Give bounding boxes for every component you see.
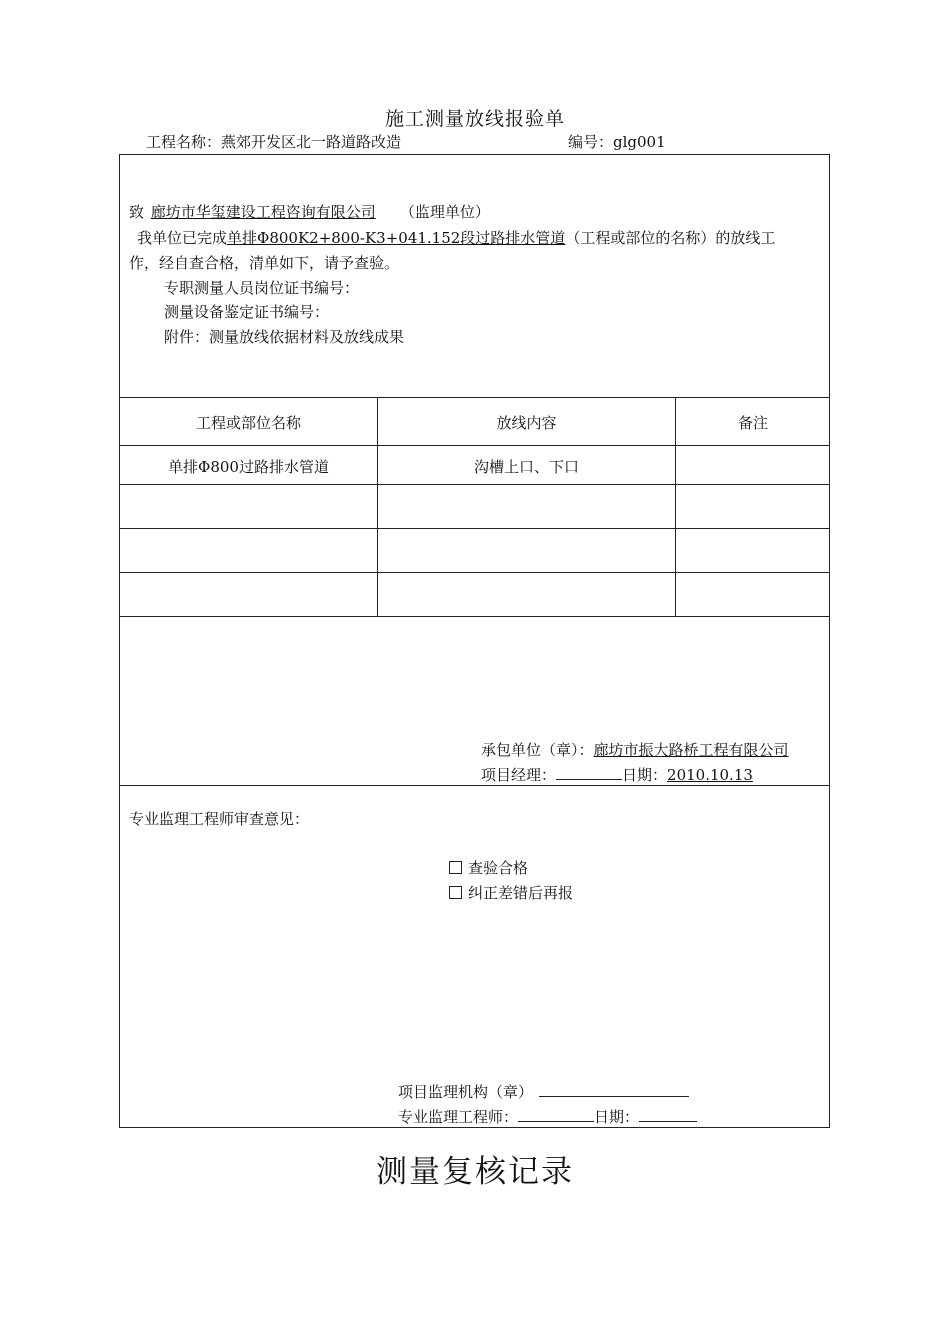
option-pass-label: 查验合格 [468,859,529,877]
engineer-date-line [398,1106,697,1127]
option-fix-label: 纠正差错后再报 [468,884,574,902]
divider [119,785,830,786]
supervision-org-line [398,1081,689,1102]
project-label: 工程名称： [146,133,222,151]
project-name: 燕郊开发区北一路道路改造 [221,133,402,151]
supervision-company: 廊坊市华玺建设工程咨询有限公司 [150,203,376,221]
date-label: 日期： [622,766,668,784]
work-description: 单排Φ800K2+800-K3+041.152段过路排水管道 [227,229,566,247]
divider [119,397,830,398]
contractor-unit-name: 廊坊市振大路桥工程有限公司 [593,741,789,759]
form-number-line [568,131,666,152]
column-header-part: 工程或部位名称 [195,414,301,432]
footer-title: 测量复核记录 [376,1154,574,1190]
supervision-org-blank[interactable] [539,1083,689,1097]
option-pass[interactable] [449,857,528,878]
form-number: glg001 [613,133,666,151]
option-fix[interactable] [449,882,573,903]
divider [119,572,830,573]
column-header-content: 放线内容 [496,414,557,432]
to-suffix: （监理单位） [399,203,490,221]
completion-line [137,227,775,248]
table-cell: 沟槽上口、下口 [473,458,579,476]
divider [119,484,830,485]
checkbox-icon[interactable] [449,861,462,874]
divider [119,528,830,529]
number-label: 编号： [568,133,614,151]
divider [119,445,830,446]
supervisor-date-blank[interactable] [639,1108,697,1122]
project-name-line [146,131,401,152]
staff-cert-line: 专职测量人员岗位证书编号： [164,279,360,297]
manager-label: 项目经理： [481,766,557,784]
contractor-date: 2010.10.13 [667,766,753,784]
manager-signature-blank[interactable] [556,766,622,780]
manager-date-line [481,764,781,785]
engineer-signature-blank[interactable] [518,1108,594,1122]
equipment-cert-line: 测量设备鉴定证书编号： [164,303,330,321]
table-cell: 单排Φ800过路排水管道 [168,458,329,476]
column-header-remarks: 备注 [737,414,768,432]
divider [119,616,830,617]
form-title: 施工测量放线报验单 [384,108,565,130]
to-prefix: 致 [129,203,145,221]
addressee-line [129,201,490,222]
opinion-label: 专业监理工程师审查意见： [129,810,310,828]
checkbox-icon[interactable] [449,886,462,899]
supervisor-date-label: 日期： [594,1108,640,1126]
contractor-unit-line [481,739,789,760]
supervision-org-label: 项目监理机构（章） [398,1083,534,1101]
contractor-unit-label: 承包单位（章）： [481,741,594,759]
engineer-label: 专业监理工程师： [398,1108,519,1126]
attachment-line: 附件：测量放线依据材料及放线成果 [164,328,405,346]
completion-suffix: （工程或部位的名称）的放线工 [565,229,776,247]
completion-prefix: 我单位已完成 [137,229,228,247]
request-line: 作，经自查合格，清单如下，请予查验。 [129,254,400,272]
